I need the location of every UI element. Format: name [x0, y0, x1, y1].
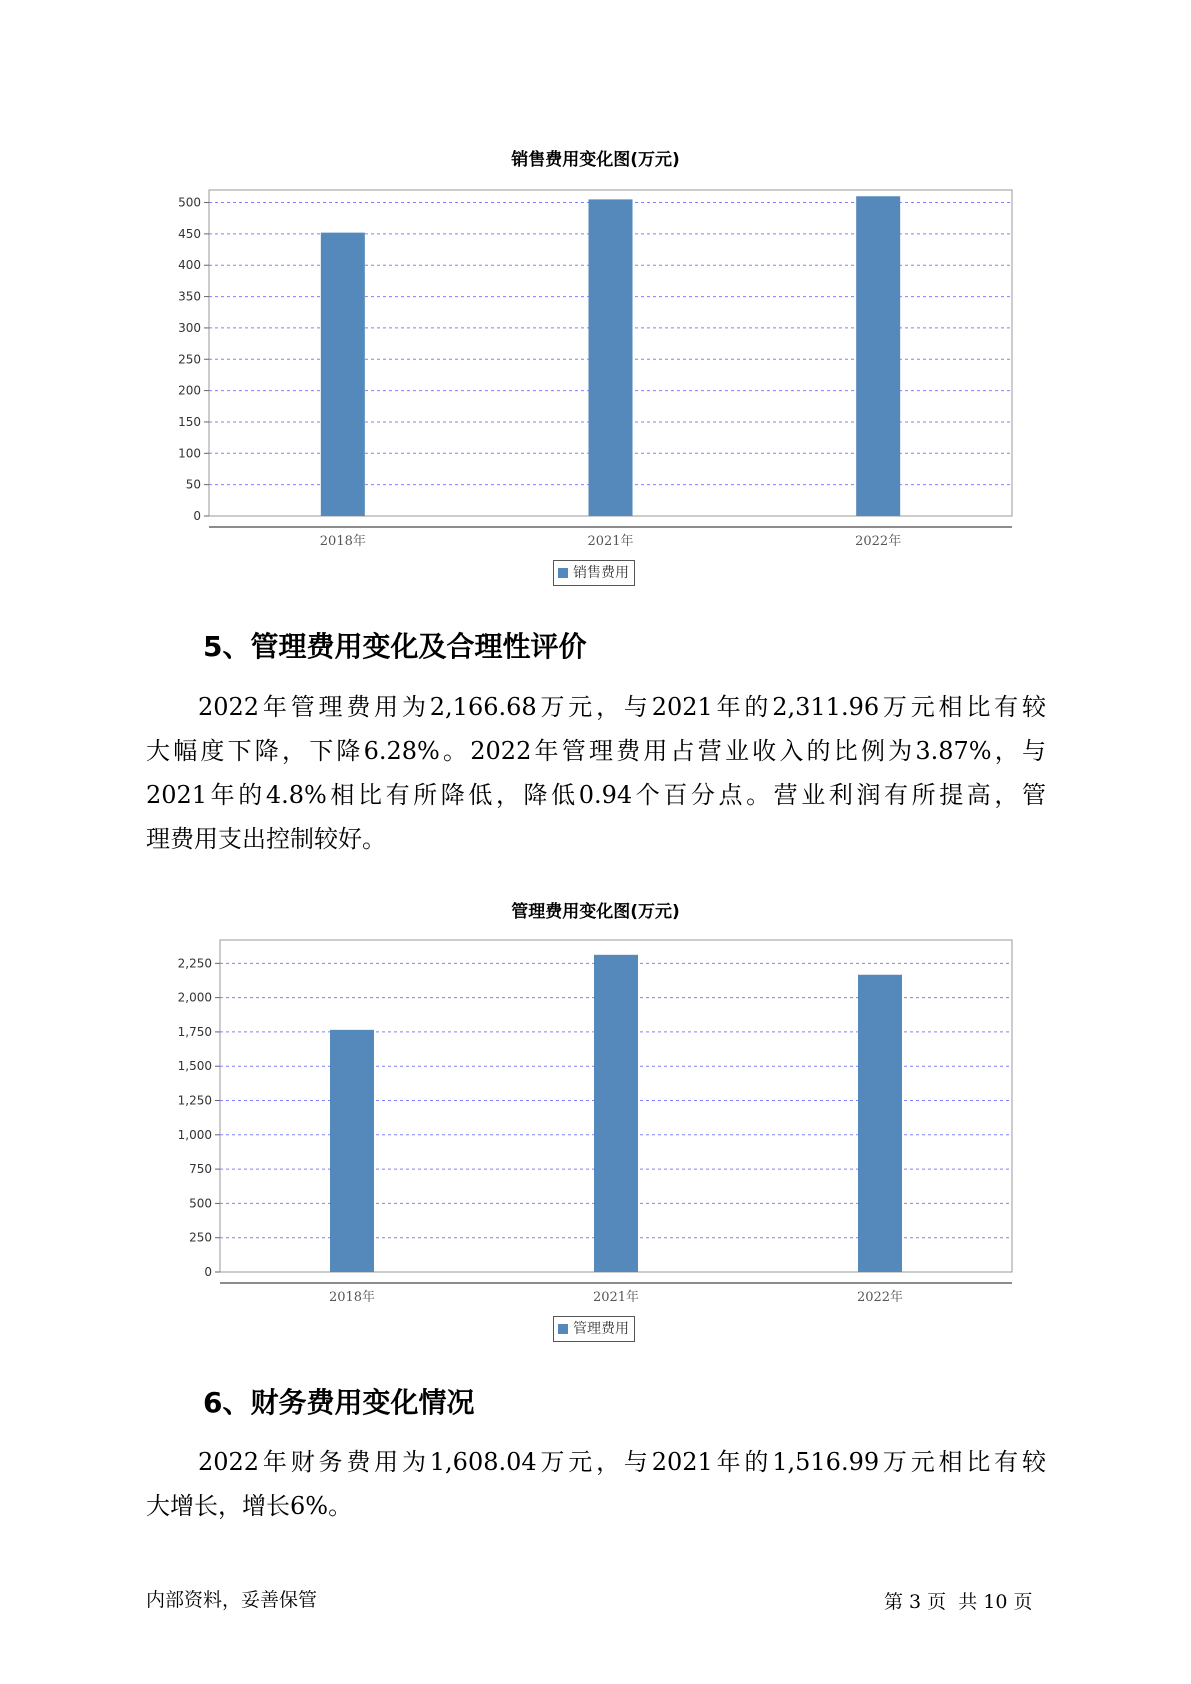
legend-swatch	[558, 1324, 568, 1334]
y-tick-label: 2,250	[177, 956, 212, 971]
bar	[594, 955, 638, 1272]
bar	[330, 1030, 374, 1272]
section6-paragraph	[146, 1440, 1046, 1528]
x-tick-label: 2021年	[587, 534, 634, 549]
y-tick-label: 1,500	[177, 1059, 212, 1074]
x-tick-label: 2018年	[319, 534, 366, 549]
y-tick-label: 1,250	[177, 1093, 212, 1108]
y-tick-label: 500	[178, 195, 201, 210]
y-tick-label: 500	[189, 1196, 212, 1211]
paragraph-line: 2022年财务费用为1,608.04万元，与2021年的1,516.99万元相比有较	[198, 1448, 1046, 1476]
paragraph-line: 大增长，增长6%。	[146, 1492, 353, 1520]
y-tick-label: 0	[204, 1265, 212, 1279]
x-tick-label: 2018年	[328, 1290, 376, 1305]
page-number: 第 3 页 共 10 页	[884, 1591, 1033, 1613]
paragraph-line: 2022年管理费用为2,166.68万元，与2021年的2,311.96万元相比有较	[198, 693, 1046, 721]
bar	[858, 975, 902, 1272]
x-tick-label: 2022年	[856, 1290, 904, 1305]
y-tick-label: 1,750	[177, 1024, 212, 1039]
y-tick-label: 350	[178, 289, 201, 304]
y-tick-label: 150	[178, 414, 201, 429]
y-tick-label: 250	[178, 352, 201, 367]
y-tick-label: 2,000	[177, 990, 212, 1005]
chart2-legend	[553, 1316, 635, 1342]
y-tick-label: 300	[178, 320, 201, 335]
section5-heading: 5、管理费用变化及合理性评价	[203, 630, 587, 663]
y-tick-label: 200	[178, 383, 201, 398]
y-tick-label: 1,000	[177, 1127, 212, 1142]
x-tick-label: 2022年	[855, 534, 902, 549]
y-tick-label: 100	[178, 446, 201, 461]
section6-heading: 6、财务费用变化情况	[203, 1386, 475, 1419]
chart2-legend-label: 管理费用	[573, 1321, 629, 1337]
y-tick-label: 0	[193, 509, 201, 523]
paragraph-line: 理费用支出控制较好。	[146, 825, 386, 853]
confidential-note: 内部资料，妥善保管	[146, 1589, 318, 1611]
y-tick-label: 750	[189, 1162, 212, 1177]
x-tick-label: 2021年	[592, 1290, 640, 1305]
paragraph-line: 大幅度下降，下降6.28%。2022年管理费用占营业收入的比例为3.87%，与	[146, 737, 1046, 765]
y-tick-label: 50	[185, 477, 201, 492]
chart1-title: 销售费用变化图(万元)	[511, 150, 680, 170]
y-tick-label: 400	[178, 258, 201, 273]
chart1-legend-label: 销售费用	[573, 565, 629, 581]
paragraph-line: 2021年的4.8%相比有所降低，降低0.94个百分点。营业利润有所提高，管	[146, 781, 1046, 809]
y-tick-label: 450	[178, 226, 201, 241]
chart2-title: 管理费用变化图(万元)	[511, 902, 680, 922]
y-tick-label: 250	[189, 1230, 212, 1245]
